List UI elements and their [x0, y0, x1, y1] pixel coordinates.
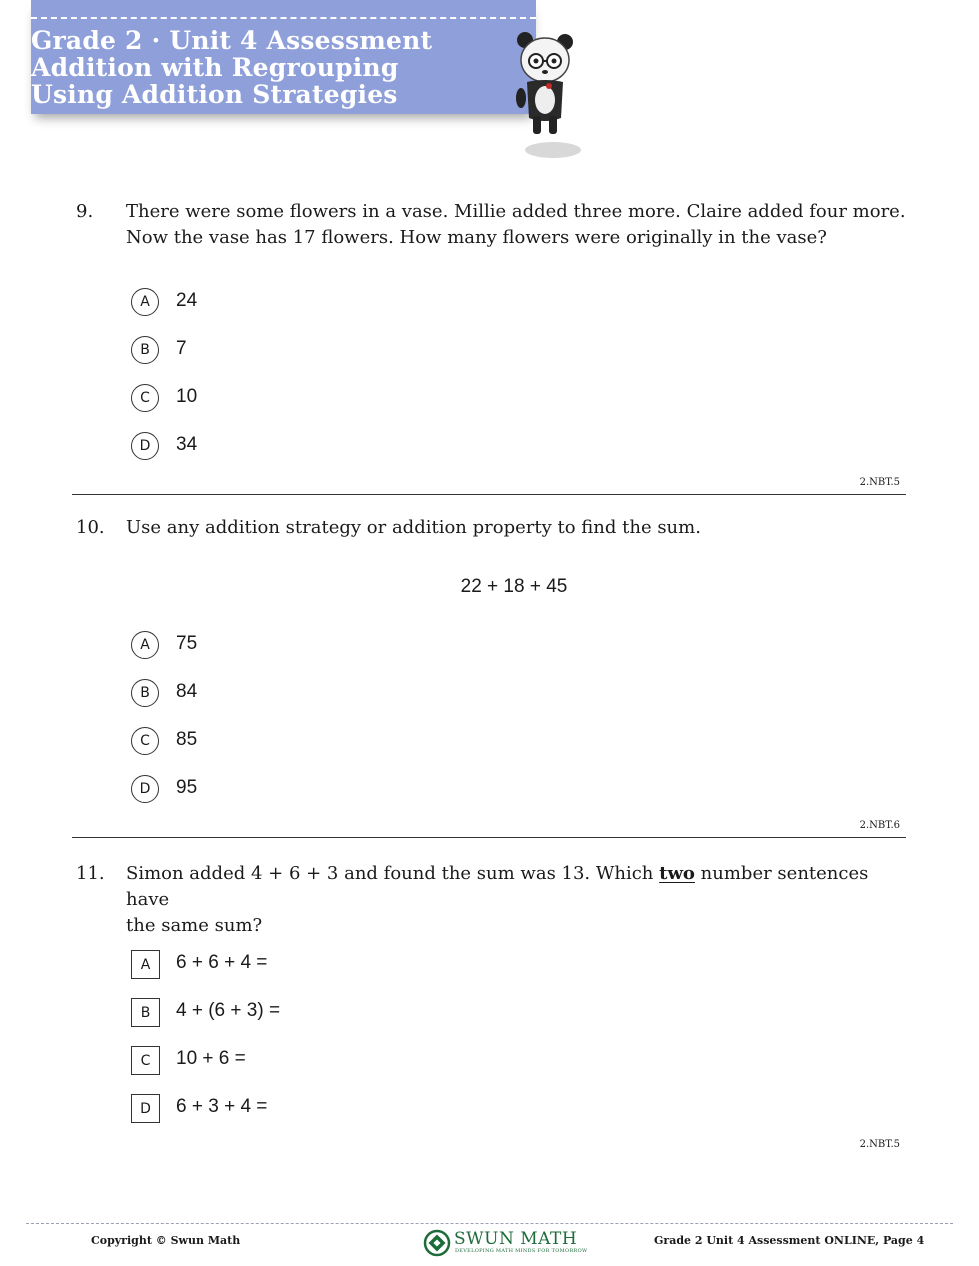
- q11-option-a-text: 6 + 6 + 4 =: [176, 952, 268, 973]
- title-line-1: Grade 2 · Unit 4 Assessment: [31, 26, 433, 55]
- logo-name: SWUN MATH: [454, 1229, 578, 1249]
- question-10-number: 10.: [76, 517, 105, 538]
- question-9-number: 9.: [76, 201, 94, 222]
- q11-option-d-checkbox[interactable]: D: [131, 1094, 160, 1123]
- question-11-text: [126, 861, 906, 939]
- q9-option-b-bubble[interactable]: B: [131, 336, 159, 364]
- question-9-line-2: Now the vase has 17 flowers. How many flowers were originally in the vase?: [126, 227, 827, 248]
- q11-option-c-checkbox[interactable]: C: [131, 1046, 160, 1075]
- question-11-number: 11.: [76, 863, 105, 884]
- question-11-post: number sentences have: [126, 863, 869, 910]
- question-11-pre: Simon added 4 + 6 + 3 and found the sum was 13. Which: [126, 863, 660, 884]
- q10-option-c-text: 85: [176, 729, 198, 750]
- q9-standard: 2.NBT.5: [859, 477, 900, 488]
- question-10-text: Use any addition strategy or addition property to find the sum.: [126, 517, 701, 538]
- question-11-emphasis: two: [659, 863, 695, 884]
- swun-math-logo: [422, 1226, 588, 1260]
- q11-option-b-checkbox[interactable]: B: [131, 998, 160, 1027]
- logo-tagline: DEVELOPING MATH MINDS FOR TOMORROW: [455, 1248, 588, 1254]
- swun-logo-icon: [422, 1226, 452, 1258]
- q10-option-d-bubble[interactable]: D: [131, 775, 159, 803]
- title-line-3: Using Addition Strategies: [31, 80, 398, 109]
- q9-option-a-text: 24: [176, 290, 198, 311]
- q9-option-d-bubble[interactable]: D: [131, 432, 159, 460]
- q9-option-c-text: 10: [176, 386, 198, 407]
- page-title: [31, 27, 432, 108]
- footer-copyright: Copyright © Swun Math: [91, 1234, 241, 1247]
- question-9-text: [126, 199, 906, 251]
- question-11-line-1: [126, 861, 906, 913]
- q11-option-c-text: 10 + 6 =: [176, 1048, 246, 1069]
- footer-page-label: Grade 2 Unit 4 Assessment ONLINE, Page 4: [654, 1234, 925, 1247]
- q11-standard: 2.NBT.5: [859, 1139, 900, 1150]
- q9-option-c-bubble[interactable]: C: [131, 384, 159, 412]
- q9-option-a-bubble[interactable]: A: [131, 288, 159, 316]
- q9-option-d-text: 34: [176, 434, 198, 455]
- q10-option-b-text: 84: [176, 681, 198, 702]
- q10-option-a-text: 75: [176, 633, 198, 654]
- q11-option-a-checkbox[interactable]: A: [131, 950, 160, 979]
- footer-divider: [26, 1223, 953, 1224]
- q11-option-d-text: 6 + 3 + 4 =: [176, 1096, 268, 1117]
- q10-expression: 22 + 18 + 45: [460, 576, 568, 597]
- panda-mascot-icon: [505, 28, 587, 163]
- q10-standard: 2.NBT.6: [859, 820, 900, 831]
- q10-option-a-bubble[interactable]: A: [131, 631, 159, 659]
- q11-option-b-text: 4 + (6 + 3) =: [176, 1000, 281, 1021]
- q9-option-b-text: 7: [176, 338, 187, 359]
- q10-option-d-text: 95: [176, 777, 198, 798]
- q10-option-c-bubble[interactable]: C: [131, 727, 159, 755]
- banner-dashed-line: [31, 17, 536, 19]
- question-11-line-2: the same sum?: [126, 915, 263, 936]
- divider: [72, 494, 906, 495]
- question-9-line-1: There were some flowers in a vase. Millie added three more. Claire added four more.: [126, 201, 906, 222]
- q10-option-b-bubble[interactable]: B: [131, 679, 159, 707]
- divider: [72, 837, 906, 838]
- title-line-2: Addition with Regrouping: [31, 53, 399, 82]
